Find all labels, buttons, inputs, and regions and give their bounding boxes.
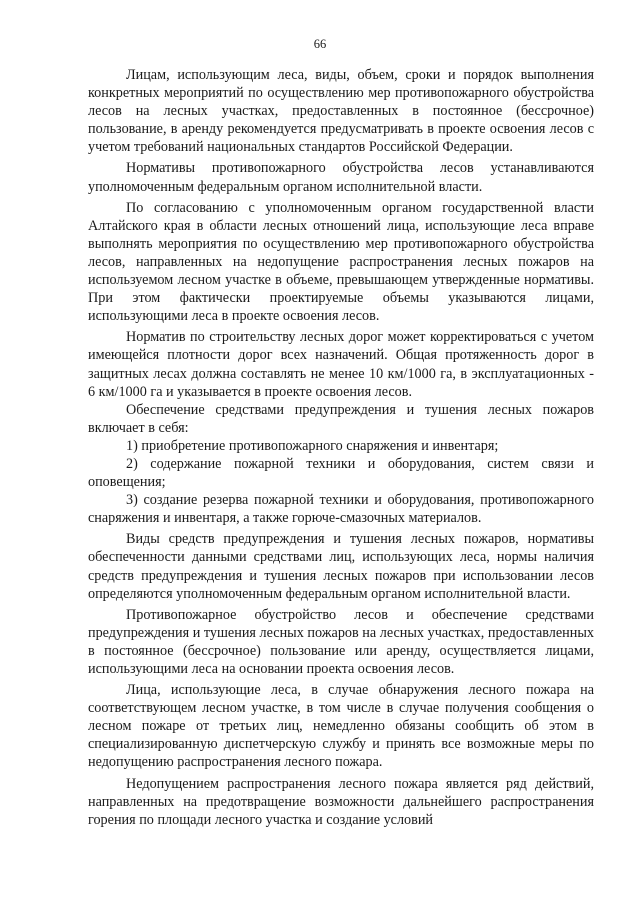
- list-item-2: 2) содержание пожарной техники и оборудования, систем связи и оповещения;: [88, 455, 594, 491]
- paragraph-forest-roads-norm: Норматив по строительству лесных дорог может корректироваться с учетом имеющейся плотности дорог всех назначений. Общая протяженность дорог в защитных лесах должна составлять не менее 10 км/1000 га, в эксплуатационных - 6 км/1000 га и указывается в проекте освоения лесов.: [88, 329, 594, 400]
- paragraph-altai-agreement: По согласованию с уполномоченным органом государственной власти Алтайского края в области лесных отношений лица, использующие леса вправе выполнять мероприятия по осуществлению мер противопожарного обустройства лесов, направленных на недопущение распространения лесных пожаров на используемом лесном участке в объеме, превышающем утвержденные нормативы. При этом фактически проектируемые объемы указываются лицами, использующими леса в проекте освоения лесов.: [88, 199, 594, 325]
- list-item-1: 1) приобретение противопожарного снаряжения и инвентаря;: [126, 437, 499, 454]
- paragraph-fire-measures-planning: Лицам, использующим леса, виды, объем, сроки и порядок выполнения конкретных мероприятий по осуществлению мер противопожарного обустройства лесов на лесных участках, предоставленных в постоянное (бессрочное) пользование, в аренду рекомендуется предусматривать в проекте освоения лесов с учетом требований национальных стандартов Российской Федерации.: [88, 67, 594, 156]
- paragraph-fire-means-intro: Обеспечение средствами предупреждения и тушения лесных пожаров включает в себя:: [88, 401, 594, 436]
- paragraph-fire-means-norms: Виды средств предупреждения и тушения лесных пожаров, нормативы обеспеченности данными средствами лиц, использующих леса, нормы наличия средств предупреждения и тушения лесных пожаров при использовании лесов определяются уполномоченным федеральным органом исполнительной власти.: [88, 531, 594, 602]
- list-item-3: 3) создание резерва пожарной техники и оборудования, противопожарного снаряжения и инвентаря, а также горюче-смазочных материалов.: [88, 492, 594, 527]
- page-number: 66: [313, 37, 327, 51]
- paragraph-fire-norms-authority: Нормативы противопожарного обустройства лесов устанавливаются уполномоченным федеральным органом исполнительной власти.: [88, 160, 594, 195]
- paragraph-fire-detection-duty: Лица, использующие леса, в случае обнаружения лесного пожара на соответствующем лесном участке, в том числе в случае получения сообщения о лесном пожаре от третьих лиц, немедленно обязаны сообщить об этом в специализированную диспетчерскую службу и принять все возможные меры по недопущению распространения лесного пожара.: [88, 682, 594, 771]
- paragraph-fire-arrangement-leased: Противопожарное обустройство лесов и обеспечение средствами предупреждения и тушения лесных пожаров на лесных участках, предоставленных в постоянное (бессрочное) пользование или аренду, осуществляется лицами, использующими леса на основании проекта освоения лесов.: [88, 606, 594, 677]
- document-body: [88, 66, 594, 829]
- paragraph-fire-spread-prevention: Недопущением распространения лесного пожара является ряд действий, направленных на предотвращение возможности дальнейшего распространения горения по площади лесного участка и создание условий: [88, 775, 594, 828]
